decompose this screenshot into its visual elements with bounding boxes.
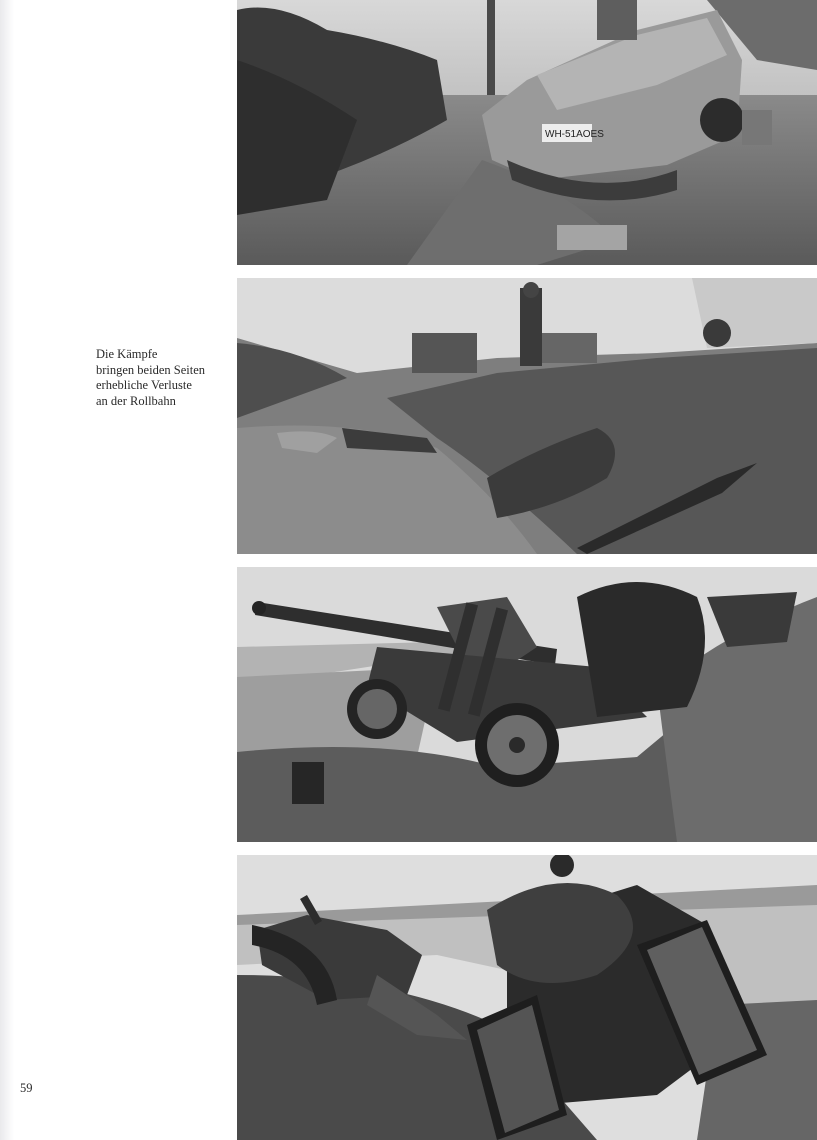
- photo-roadside-ditch: [237, 278, 817, 554]
- svg-text:WH-51AOES: WH-51AOES: [545, 129, 604, 140]
- photo-armored-car: [237, 0, 817, 265]
- page-edge-shadow: [0, 0, 14, 1140]
- caption-line: erhebliche Verluste: [96, 378, 192, 392]
- caption-line: an der Rollbahn: [96, 393, 176, 408]
- photo-field-gun: [237, 567, 817, 842]
- photo-caption: [96, 347, 236, 409]
- page-number: 59: [20, 1081, 33, 1095]
- caption-line: bringen beiden Seiten: [96, 362, 205, 377]
- photo-tank-wreck: [237, 855, 817, 1140]
- caption-line: Die Kämpfe: [96, 347, 158, 361]
